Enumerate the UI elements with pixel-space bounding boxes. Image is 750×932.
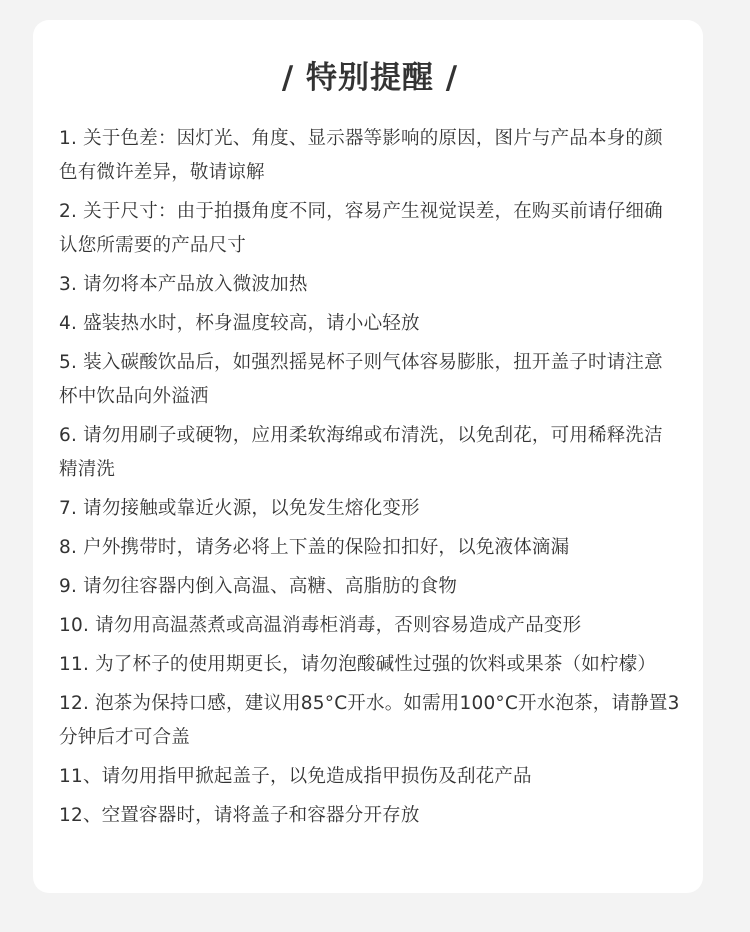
list-item: 4. 盛装热水时，杯身温度较高，请小心轻放 [59, 313, 420, 334]
list-item: 11. 为了杯子的使用期更长，请勿泡酸碱性过强的饮料或果茶（如柠檬） [59, 654, 657, 675]
list-item: 9. 请勿往容器内倒入高温、高糖、高脂肪的食物 [59, 576, 458, 597]
list-item: 11、请勿用指甲掀起盖子，以免造成指甲损伤及刮花产品 [59, 766, 532, 787]
list-item: 7. 请勿接触或靠近火源，以免发生熔化变形 [59, 498, 420, 519]
list-item: 3. 请勿将本产品放入微波加热 [59, 274, 308, 295]
list-item: 12、空置容器时，请将盖子和容器分开存放 [59, 805, 420, 826]
notice-list [59, 122, 681, 833]
notice-card [33, 20, 703, 893]
list-item: 12. 泡茶为保持口感，建议用85°C开水。如需用100°C开水泡茶，请静置3分钟后才可合盖 [59, 693, 680, 748]
list-item: 6. 请勿用刷子或硬物，应用柔软海绵或布清洗，以免刮花，可用稀释洗洁精清洗 [59, 425, 663, 480]
list-item: 10. 请勿用高温蒸煮或高温消毒柜消毒，否则容易造成产品变形 [59, 615, 582, 636]
list-item: 2. 关于尺寸：由于拍摄角度不同，容易产生视觉误差，在购买前请仔细确认您所需要的产品尺寸 [59, 201, 663, 256]
list-item: 5. 装入碳酸饮品后，如强烈摇晃杯子则气体容易膨胀，扭开盖子时请注意杯中饮品向外溢洒 [59, 352, 663, 407]
list-item: 8. 户外携带时，请务必将上下盖的保险扣扣好，以免液体滴漏 [59, 537, 570, 558]
list-item: 1. 关于色差：因灯光、角度、显示器等影响的原因，图片与产品本身的颜色有微许差异，敬请谅解 [59, 128, 663, 183]
page-title: / 特别提醒 / [281, 60, 459, 96]
